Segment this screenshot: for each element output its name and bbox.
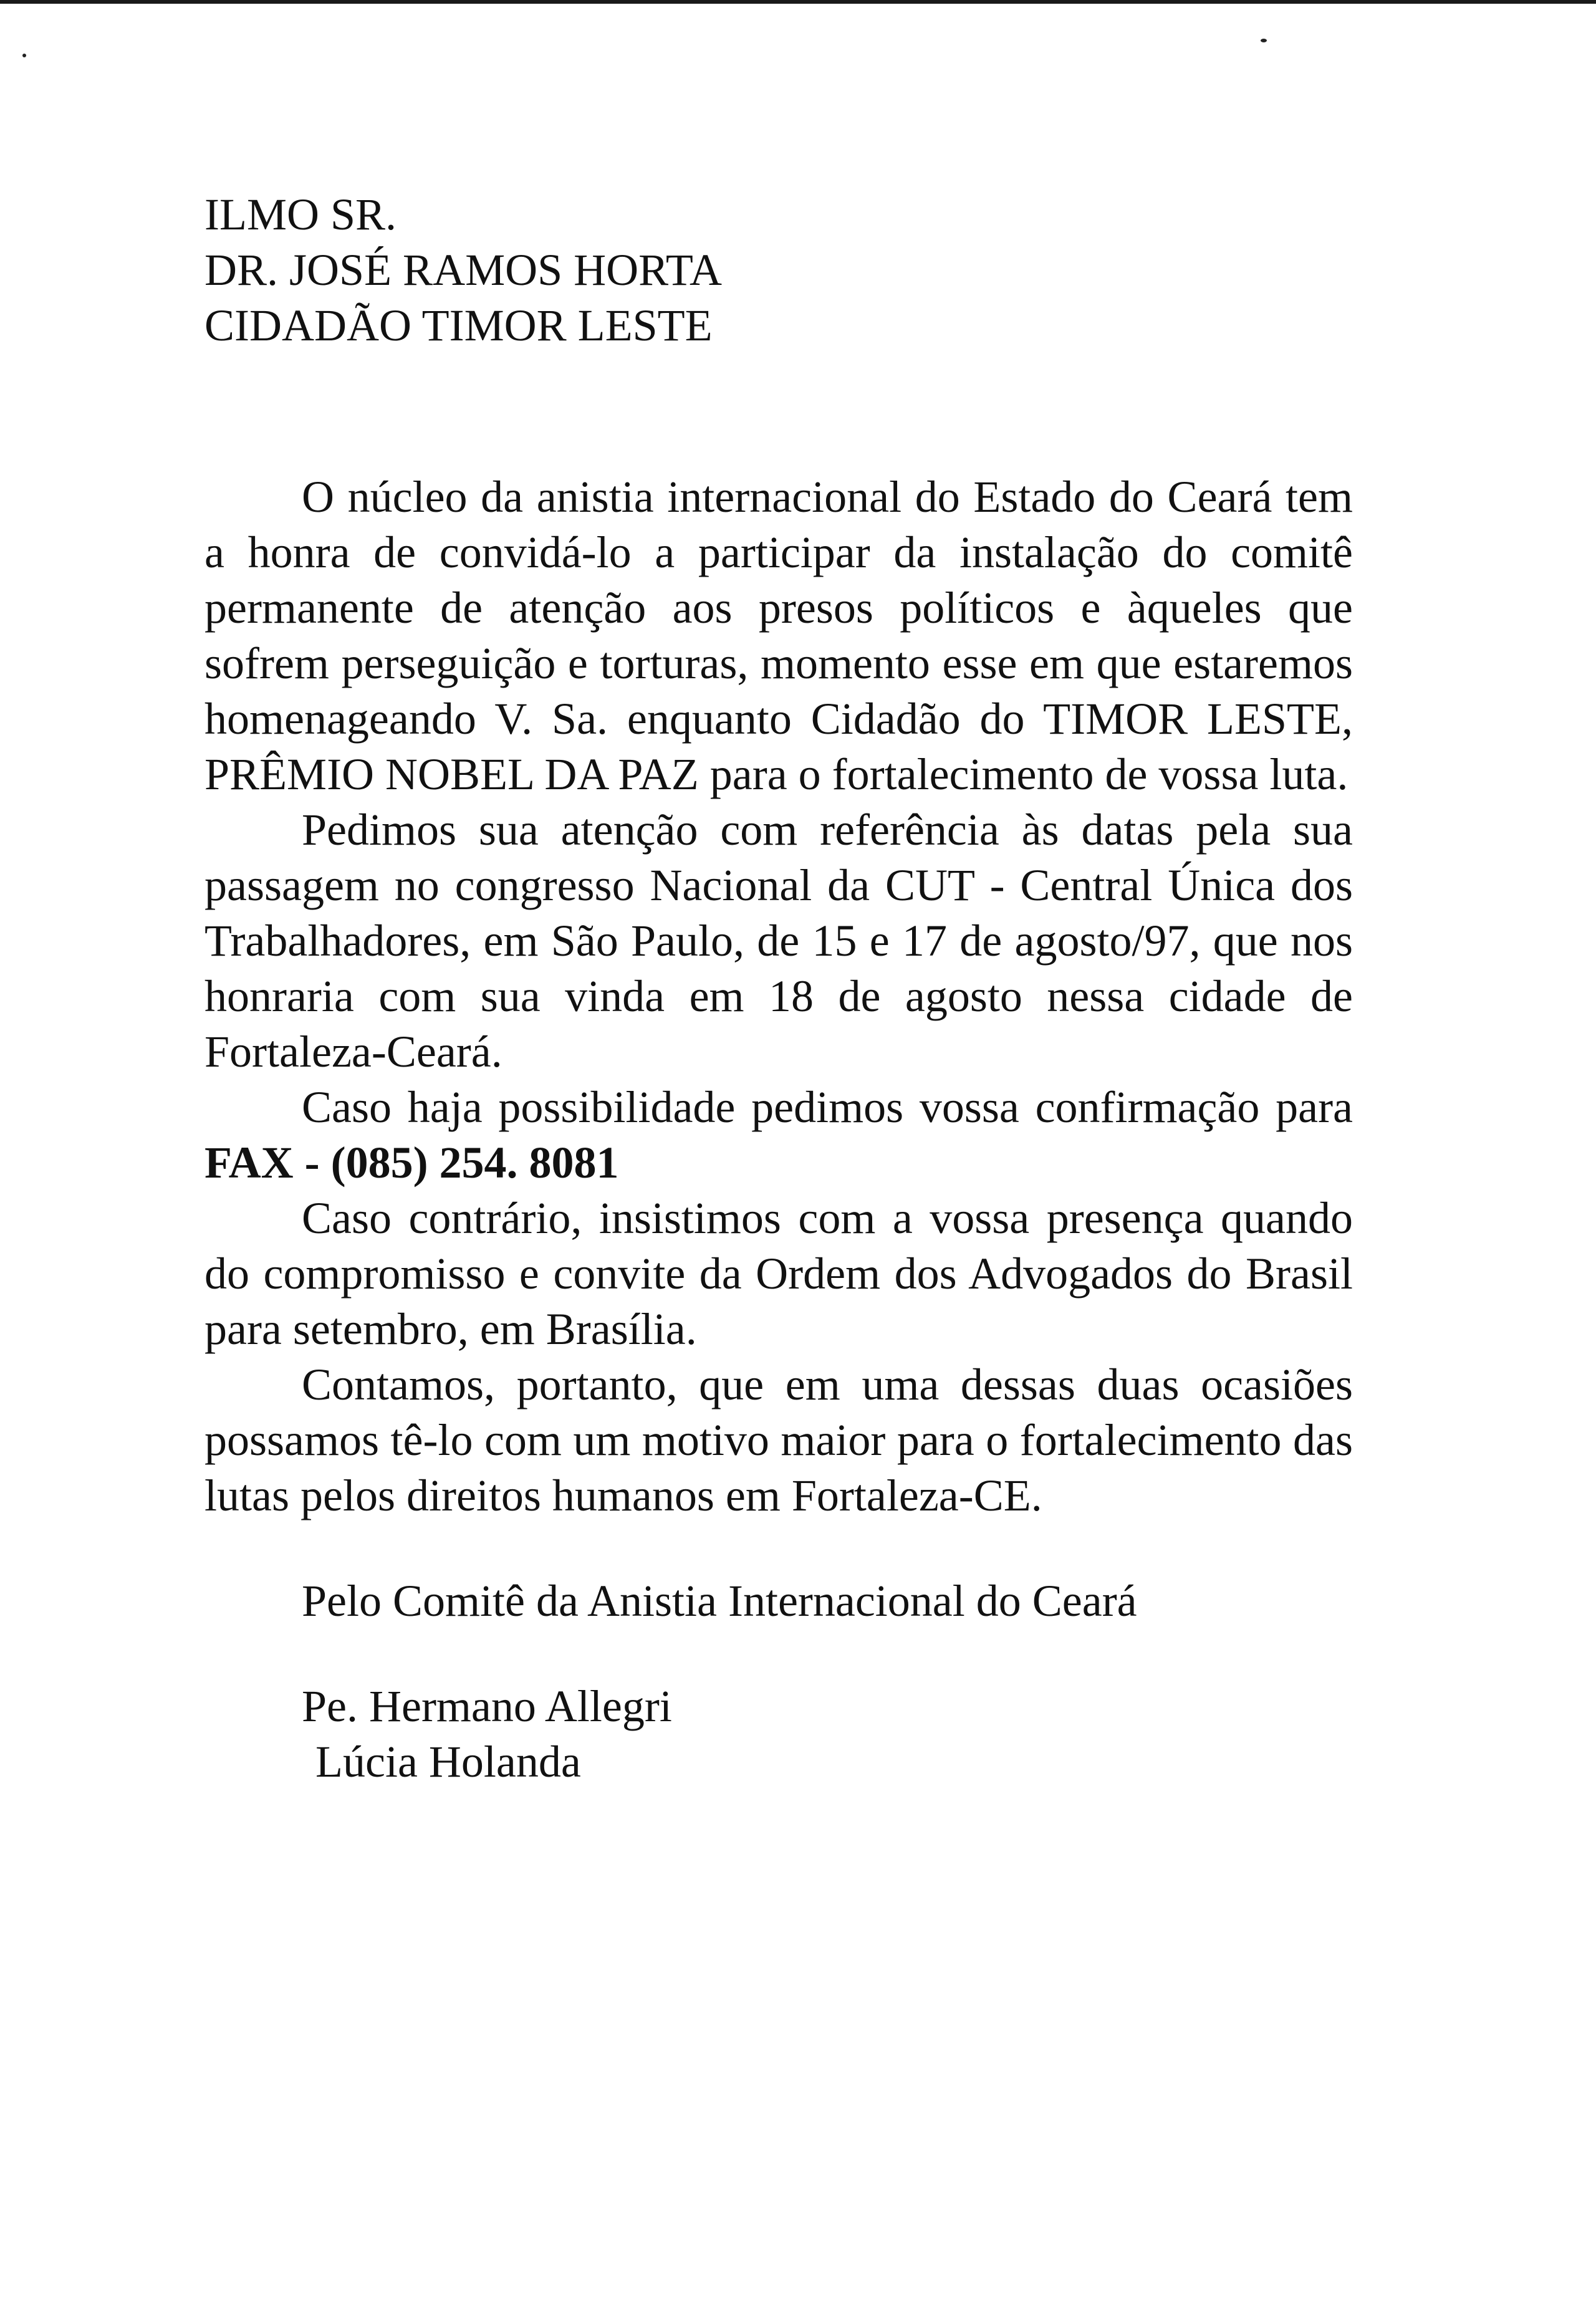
fax-number: FAX - (085) 254. 8081 <box>204 1138 619 1188</box>
paragraph: O núcleo da anistia internacional do Estado do Ceará tem a honra de convidá-lo a participar da instalação do comitê permanente de atenção aos presos políticos e àqueles que sofrem perseguição e torturas, momento esse em que estaremos homenageando V. Sa. enquanto Cidadão do TIMOR LESTE, PRÊMIO NOBEL DA PAZ para o fortalecimento de vossa luta. <box>204 472 1353 799</box>
closing-line: Pelo Comitê da Anistia Internacional do Ceará <box>302 1576 1137 1626</box>
scan-speck <box>1261 39 1267 42</box>
signer-name: Lúcia Holanda <box>315 1737 581 1787</box>
address-line: CIDADÃO TIMOR LESTE <box>204 300 713 350</box>
address-line: ILMO SR. <box>204 190 397 239</box>
signer-name: Pe. Hermano Allegri <box>302 1681 672 1731</box>
signers <box>204 1679 1353 1790</box>
paragraph: Pedimos sua atenção com referência às datas pela sua passagem no congresso Nacional da CUT - Central Única dos Trabalhadores, em São Paulo, de 15 e 17 de agosto/97, que nos honraria com sua vinda em 18 de agosto nessa cidade de Fortaleza-Ceará. <box>204 805 1353 1077</box>
paragraph-text: Caso haja possibilidade pedimos vossa confirmação para <box>302 1082 1353 1132</box>
paragraph: Caso contrário, insistimos com a vossa presença quando do compromisso e convite da Ordem dos Advogados do Brasil para setembro, em Brasília. <box>204 1193 1353 1354</box>
letter-page <box>204 187 1353 1790</box>
paragraph <box>204 1080 1353 1191</box>
scan-speck <box>22 54 26 57</box>
address-line: DR. JOSÉ RAMOS HORTA <box>204 245 723 295</box>
paragraph: Contamos, portanto, que em uma dessas duas ocasiões possamos tê-lo com um motivo maior para o fortalecimento das lutas pelos direitos humanos em Fortaleza-CE. <box>204 1360 1353 1520</box>
scan-edge <box>0 0 1596 4</box>
recipient-address <box>204 187 1353 353</box>
